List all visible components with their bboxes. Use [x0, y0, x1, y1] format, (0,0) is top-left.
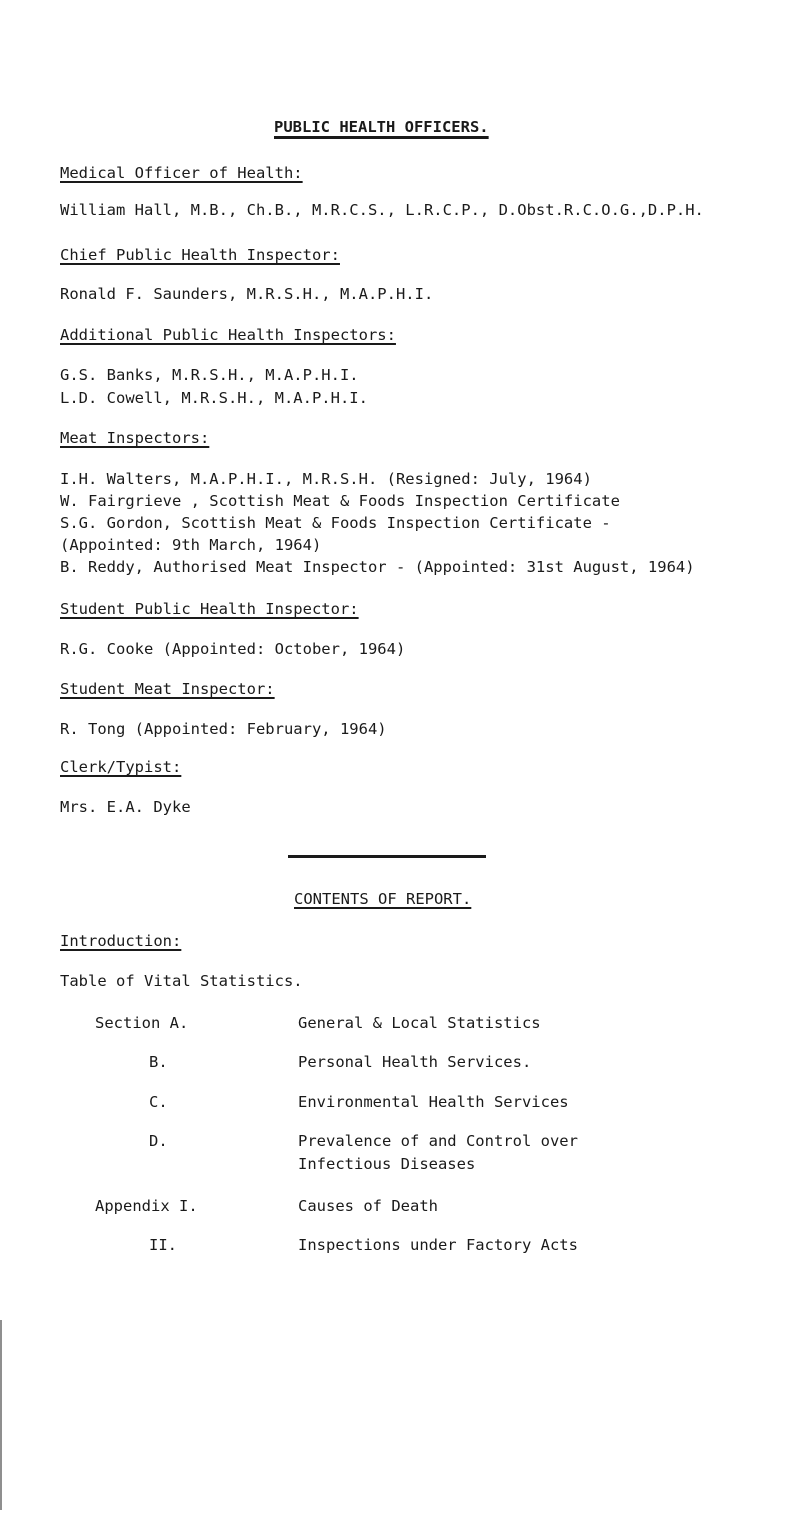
moh-name: William Hall, M.B., Ch.B., M.R.C.S., L.R.C.P., D.Obst.R.C.O.G.,D.P.H.: [60, 201, 704, 219]
contents-label: Appendix I.: [95, 1197, 198, 1215]
contents-entry: Inspections under Factory Acts: [298, 1236, 578, 1254]
contents-title: CONTENTS OF REPORT.: [294, 890, 472, 908]
moh-heading: Medical Officer of Health:: [60, 164, 303, 182]
meat-3: S.G. Gordon, Scottish Meat & Foods Inspection Certificate -: [60, 514, 611, 532]
smi-heading: Student Meat Inspector:: [60, 680, 275, 698]
scan-edge: [0, 1320, 2, 1510]
meat-heading: Meat Inspectors:: [60, 429, 210, 447]
contents-label: C.: [149, 1093, 168, 1111]
contents-entry: Infectious Diseases: [298, 1155, 476, 1173]
sphi-name: R.G. Cooke (Appointed: October, 1964): [60, 640, 406, 658]
contents-vital-statistics: Table of Vital Statistics.: [60, 972, 303, 990]
contents-entry: Prevalence of and Control over: [298, 1132, 578, 1150]
contents-entry: Environmental Health Services: [298, 1093, 569, 1111]
contents-label: Section A.: [95, 1014, 189, 1032]
clerk-name: Mrs. E.A. Dyke: [60, 798, 191, 816]
contents-entry: Personal Health Services.: [298, 1053, 532, 1071]
contents-entry: Causes of Death: [298, 1197, 438, 1215]
contents-label: B.: [149, 1053, 168, 1071]
meat-1: I.H. Walters, M.A.P.H.I., M.R.S.H. (Resigned: July, 1964): [60, 470, 592, 488]
cphi-heading: Chief Public Health Inspector:: [60, 246, 340, 264]
aphi-heading: Additional Public Health Inspectors:: [60, 326, 396, 344]
meat-5: B. Reddy, Authorised Meat Inspector - (Appointed: 31st August, 1964): [60, 558, 695, 576]
meat-2: W. Fairgrieve , Scottish Meat & Foods Inspection Certificate: [60, 492, 620, 510]
clerk-heading: Clerk/Typist:: [60, 758, 182, 776]
contents-entry: General & Local Statistics: [298, 1014, 541, 1032]
sphi-heading: Student Public Health Inspector:: [60, 600, 359, 618]
aphi-2: L.D. Cowell, M.R.S.H., M.A.P.H.I.: [60, 389, 368, 407]
smi-name: R. Tong (Appointed: February, 1964): [60, 720, 387, 738]
aphi-1: G.S. Banks, M.R.S.H., M.A.P.H.I.: [60, 366, 359, 384]
section-divider: [288, 855, 486, 858]
contents-label: D.: [149, 1132, 168, 1150]
cphi-name: Ronald F. Saunders, M.R.S.H., M.A.P.H.I.: [60, 285, 434, 303]
contents-label: II.: [149, 1236, 177, 1254]
contents-intro: Introduction:: [60, 932, 182, 950]
meat-4: (Appointed: 9th March, 1964): [60, 536, 322, 554]
page-title: PUBLIC HEALTH OFFICERS.: [274, 118, 489, 136]
